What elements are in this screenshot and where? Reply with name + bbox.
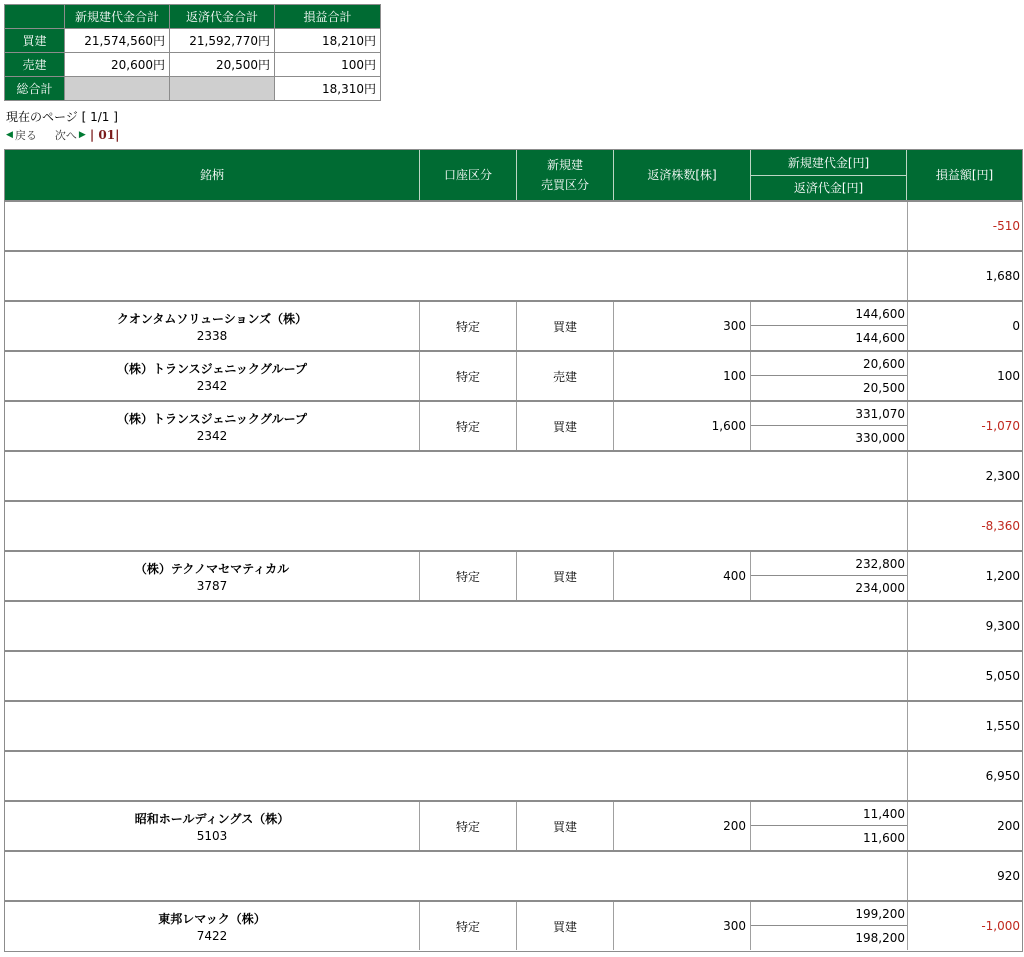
trade-side: 買建 xyxy=(517,802,614,850)
table-row xyxy=(5,700,1022,750)
triangle-right-icon: ▶ xyxy=(78,130,86,140)
close-amount: 198,200 xyxy=(855,931,905,945)
header-new-amount: 新規建代金[円] xyxy=(787,155,870,170)
account-type: 特定 xyxy=(420,902,517,950)
current-page-indicator: 現在のページ [ 1/1 ] xyxy=(6,110,118,124)
table-row xyxy=(5,200,1022,250)
stock-cell xyxy=(5,402,420,450)
stock-name: 東邦レマック（株） xyxy=(158,911,266,926)
stock-name: （株）トランスジェニックグループ xyxy=(117,361,307,376)
stock-code: 2342 xyxy=(196,378,228,393)
summary-table xyxy=(4,4,381,101)
summary-new-total: 21,574,560円 xyxy=(65,29,170,53)
stock-code: 3787 xyxy=(196,578,228,593)
stock-code: 2342 xyxy=(196,428,228,443)
amount-cell xyxy=(751,552,907,600)
summary-row-buy xyxy=(5,29,381,53)
table-row xyxy=(5,450,1022,500)
page-number-link[interactable]: | 01| xyxy=(89,128,120,142)
stock-name: 昭和ホールディングス（株） xyxy=(134,811,290,826)
new-amount: 232,800 xyxy=(751,552,907,576)
trade-side: 売建 xyxy=(517,352,614,400)
summary-header-pl-total: 損益合計 xyxy=(275,5,381,29)
new-amount: 11,400 xyxy=(751,802,907,826)
prev-page-link[interactable]: 戻る xyxy=(14,129,37,142)
profit-loss: 1,680 xyxy=(907,252,1022,300)
stock-code: 5103 xyxy=(196,828,228,843)
account-type: 特定 xyxy=(420,352,517,400)
summary-new-total: 20,600円 xyxy=(65,53,170,77)
stock-cell xyxy=(5,552,420,600)
summary-header-new-total: 新規建代金合計 xyxy=(65,5,170,29)
summary-corner xyxy=(5,5,65,29)
account-type: 特定 xyxy=(420,402,517,450)
profit-loss: 6,950 xyxy=(907,752,1022,800)
close-amount: 20,500 xyxy=(863,381,905,395)
header-pl: 損益額[円] xyxy=(935,168,994,182)
table-row xyxy=(5,900,1022,950)
stock-cell xyxy=(5,802,420,850)
profit-loss: 200 xyxy=(907,802,1022,850)
trade-side: 買建 xyxy=(517,552,614,600)
close-amount: 330,000 xyxy=(855,431,905,445)
profit-loss: 1,550 xyxy=(907,702,1022,750)
profit-loss: 5,050 xyxy=(907,652,1022,700)
profit-loss: 9,300 xyxy=(907,602,1022,650)
close-quantity: 400 xyxy=(614,552,751,600)
stock-cell xyxy=(5,352,420,400)
stock-code: 2338 xyxy=(196,328,228,343)
stock-code: 7422 xyxy=(196,928,228,943)
trade-side: 買建 xyxy=(517,302,614,350)
profit-loss: -1,000 xyxy=(907,902,1022,950)
summary-grand-label: 総合計 xyxy=(5,77,65,101)
close-amount: 144,600 xyxy=(855,331,905,345)
summary-grand-empty xyxy=(170,77,275,101)
stock-cell xyxy=(5,902,420,950)
summary-header-close-total: 返済代金合計 xyxy=(170,5,275,29)
amount-cell xyxy=(751,352,907,400)
profit-loss: -8,360 xyxy=(907,502,1022,550)
new-amount: 144,600 xyxy=(751,302,907,326)
table-row xyxy=(5,300,1022,350)
table-row xyxy=(5,850,1022,900)
summary-pl-total: 18,210円 xyxy=(275,29,381,53)
profit-loss: -510 xyxy=(907,202,1022,250)
amount-cell xyxy=(751,402,907,450)
header-name: 銘柄 xyxy=(5,150,420,200)
amount-cell xyxy=(751,302,907,350)
positions-header xyxy=(5,150,1022,200)
summary-close-total: 20,500円 xyxy=(170,53,275,77)
triangle-left-icon: ◀ xyxy=(6,130,13,140)
next-page-link[interactable]: 次へ xyxy=(54,129,77,142)
amount-cell xyxy=(751,902,907,950)
close-quantity: 300 xyxy=(614,902,751,950)
summary-row-label: 買建 xyxy=(5,29,65,53)
close-amount: 234,000 xyxy=(855,581,905,595)
summary-grand-pl-total: 18,310円 xyxy=(275,77,381,101)
profit-loss: 920 xyxy=(907,852,1022,900)
summary-row-sell xyxy=(5,53,381,77)
new-amount: 199,200 xyxy=(751,902,907,926)
summary-row-label: 売建 xyxy=(5,53,65,77)
table-row xyxy=(5,800,1022,850)
table-row xyxy=(5,500,1022,550)
account-type: 特定 xyxy=(420,552,517,600)
header-side-line1: 新規建 xyxy=(546,158,583,172)
positions-table xyxy=(4,149,1023,952)
new-amount: 331,070 xyxy=(751,402,907,426)
table-row xyxy=(5,600,1022,650)
header-side xyxy=(517,150,614,200)
header-close-amount: 返済代金[円] xyxy=(793,180,864,195)
table-row xyxy=(5,550,1022,600)
amount-cell xyxy=(751,802,907,850)
profit-loss: -1,070 xyxy=(907,402,1022,450)
summary-close-total: 21,592,770円 xyxy=(170,29,275,53)
header-qty: 返済株数[株] xyxy=(614,150,751,200)
header-side-line2: 売買区分 xyxy=(540,178,589,192)
new-amount: 20,600 xyxy=(751,352,907,376)
summary-pl-total: 100円 xyxy=(275,53,381,77)
summary-grand-empty xyxy=(65,77,170,101)
stock-name: （株）トランスジェニックグループ xyxy=(117,411,307,426)
stock-cell xyxy=(5,302,420,350)
pager xyxy=(6,127,119,143)
table-row xyxy=(5,350,1022,400)
summary-header-row xyxy=(5,5,381,29)
stock-name: （株）テクノマセマティカル xyxy=(134,561,290,576)
table-row xyxy=(5,250,1022,300)
close-quantity: 200 xyxy=(614,802,751,850)
account-type: 特定 xyxy=(420,802,517,850)
profit-loss: 100 xyxy=(907,352,1022,400)
close-quantity: 1,600 xyxy=(614,402,751,450)
profit-loss: 0 xyxy=(907,302,1022,350)
trade-side: 買建 xyxy=(517,902,614,950)
header-amount-divider xyxy=(751,175,907,176)
stock-name: クオンタムソリューションズ（株） xyxy=(116,311,308,326)
table-row xyxy=(5,650,1022,700)
trade-side: 買建 xyxy=(517,402,614,450)
profit-loss: 2,300 xyxy=(907,452,1022,500)
account-type: 特定 xyxy=(420,302,517,350)
close-quantity: 100 xyxy=(614,352,751,400)
table-row xyxy=(5,750,1022,800)
close-amount: 11,600 xyxy=(863,831,905,845)
header-account: 口座区分 xyxy=(420,150,517,200)
summary-row-grand xyxy=(5,77,381,101)
table-row xyxy=(5,400,1022,450)
close-quantity: 300 xyxy=(614,302,751,350)
profit-loss: 1,200 xyxy=(907,552,1022,600)
page-number: 01 xyxy=(98,128,116,142)
